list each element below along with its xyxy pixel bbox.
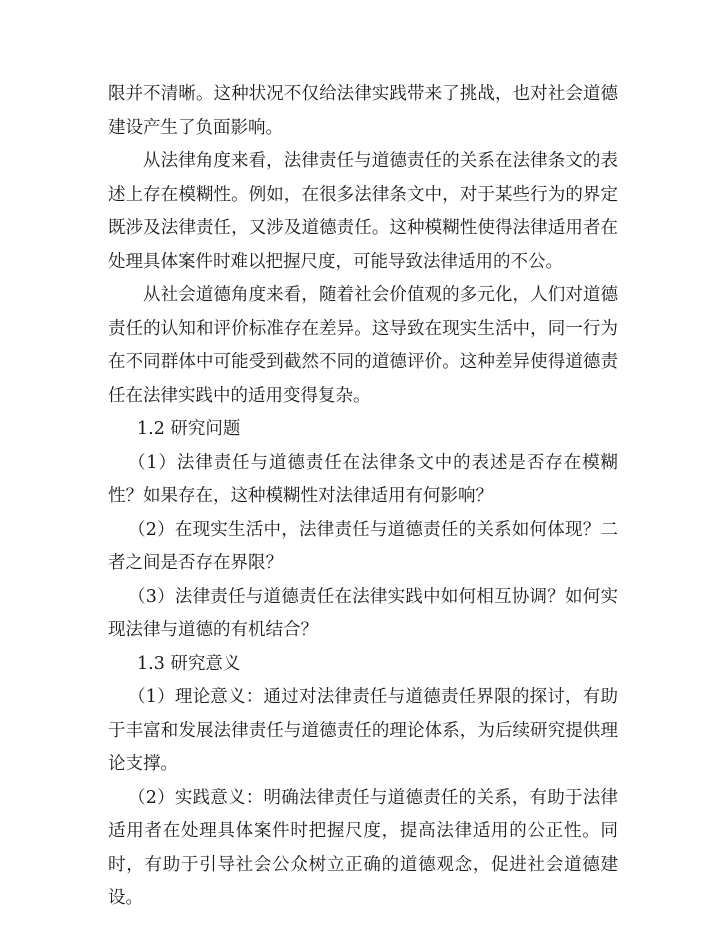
document-page	[108, 78, 618, 916]
research-question-2: （2）在现实生活中，法律责任与道德责任的关系如何体现？二者之间是否存在界限？	[108, 519, 618, 573]
research-question-3: （3）法律责任与道德责任在法律实践中如何相互协调？如何实现法律与道德的有机结合？	[108, 586, 618, 640]
paragraph-continuation: 限并不清晰。这种状况不仅给法律实践带来了挑战，也对社会道德建设产生了负面影响。	[108, 84, 618, 138]
paragraph-moral-perspective: 从社会道德角度来看，随着社会价值观的多元化，人们对道德责任的认知和评价标准存在差异。这导致在现实生活中，同一行为在不同群体中可能受到截然不同的道德评价。这种差异使得道德责任在法律实践中的适用变得复杂。	[108, 285, 618, 406]
paragraph-legal-perspective: 从法律角度来看，法律责任与道德责任的关系在法律条文的表述上存在模糊性。例如，在很多法律条文中，对于某些行为的界定既涉及法律责任，又涉及道德责任。这种模糊性使得法律适用者在处理具体案件时难以把握尺度，可能导致法律适用的不公。	[108, 151, 618, 272]
significance-practical: （2）实践意义：明确法律责任与道德责任的关系，有助于法律适用者在处理具体案件时把握尺度，提高法律适用的公正性。同时，有助于引导社会公众树立正确的道德观念，促进社会道德建设。	[108, 787, 618, 908]
significance-theoretical: （1）理论意义：通过对法律责任与道德责任界限的探讨，有助于丰富和发展法律责任与道德责任的理论体系，为后续研究提供理论支撑。	[108, 687, 618, 774]
research-question-1: （1）法律责任与道德责任在法律条文中的表述是否存在模糊性？如果存在，这种模糊性对法律适用有何影响？	[108, 452, 618, 506]
section-heading-significance: 1.3 研究意义	[137, 653, 241, 674]
section-heading-research-questions: 1.2 研究问题	[137, 419, 241, 439]
